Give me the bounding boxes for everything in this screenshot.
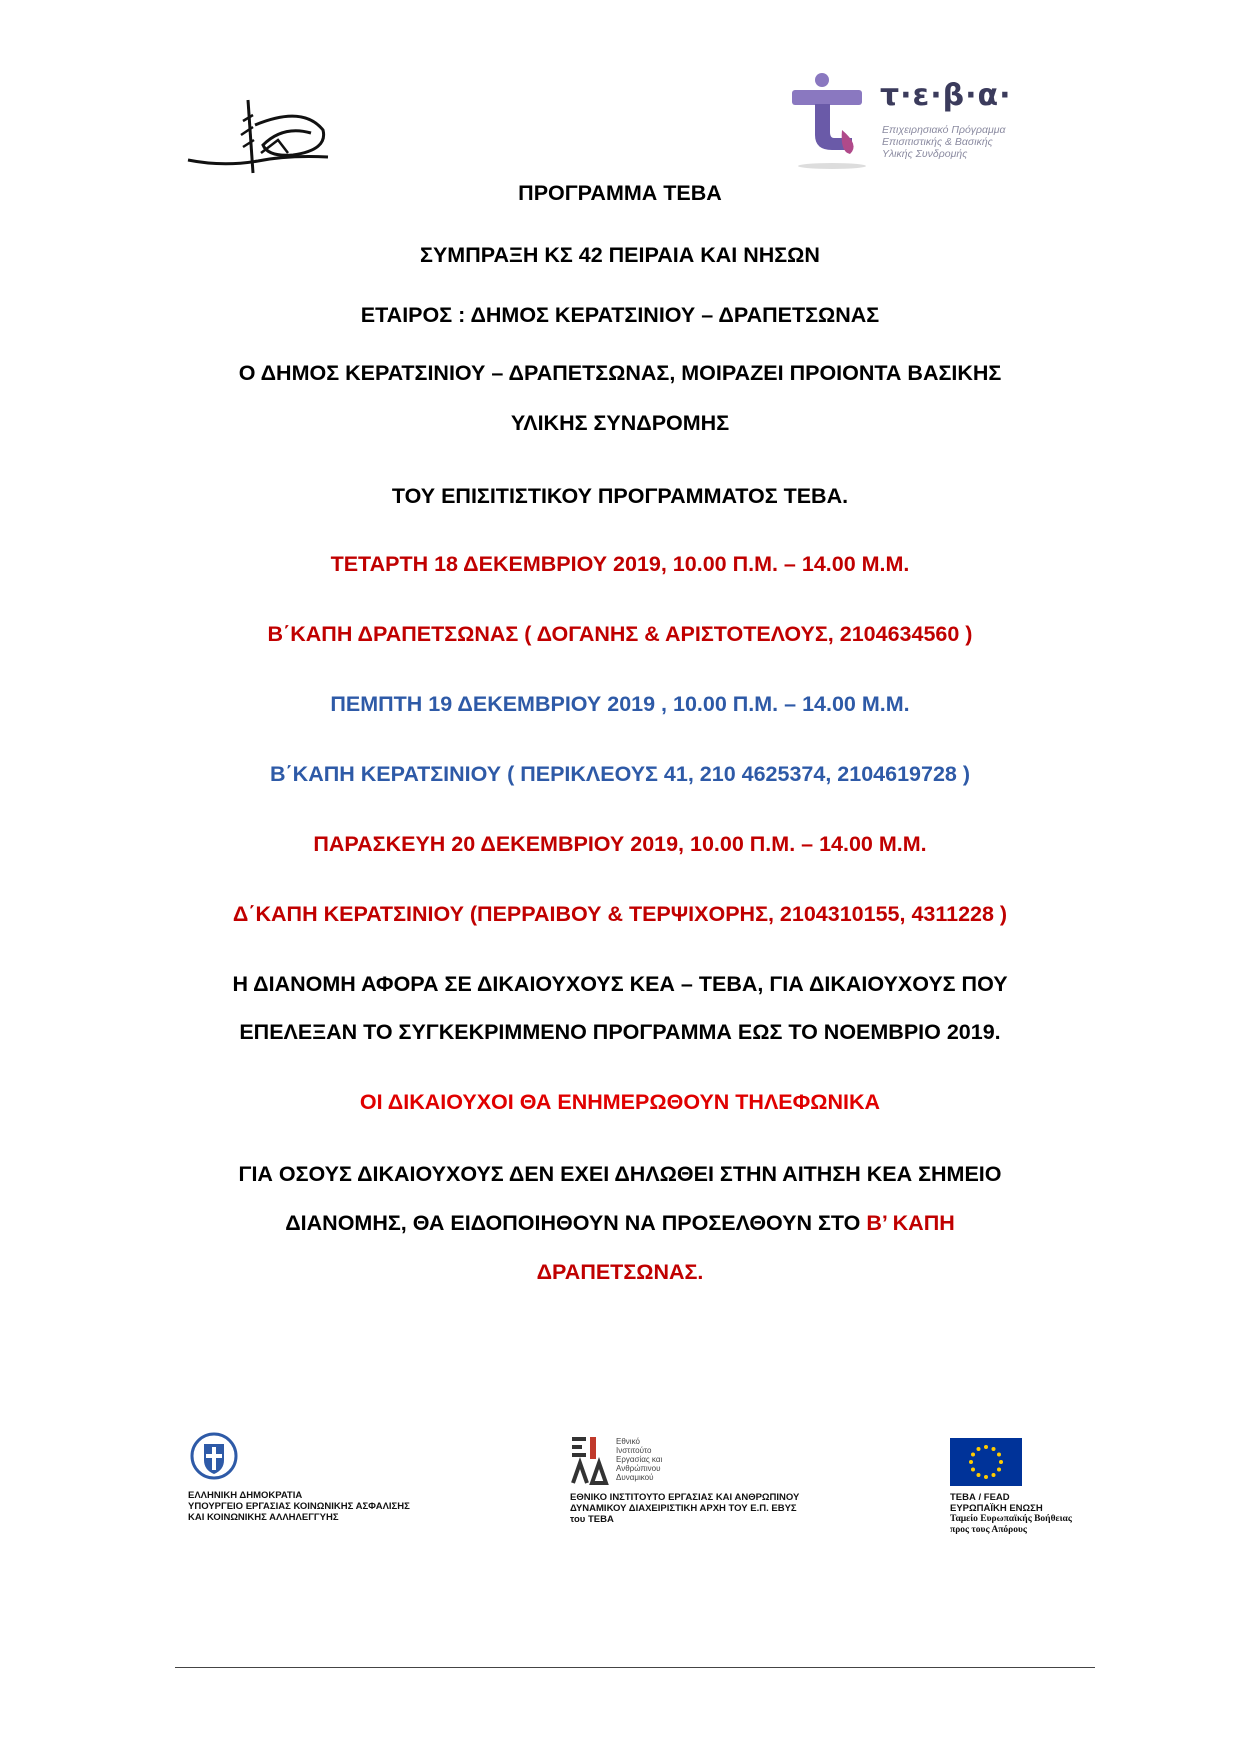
teva-subtitle: Επιχειρησιακό Πρόγραμμα Επισιτιστικής & Βασικής Υλικής Συνδρομής xyxy=(882,124,1006,160)
footer-divider xyxy=(175,1667,1095,1668)
other-line-2-prefix: ΔΙΑΝΟΜΗΣ, ΘΑ ΕΙΔΟΠΟΙΗΘΟΥΝ ΝΑ ΠΡΟΣΕΛΘΟΥΝ ΣΤΟ xyxy=(285,1211,867,1235)
eligibility-line-1: Η ΔΙΑΝΟΜΗ ΑΦΟΡΑ ΣΕ ΔΙΚΑΙΟΥΧΟΥΣ ΚΕΑ – ΤΕΒΑ, ΓΙΑ ΔΙΚΑΙΟΥΧΟΥΣ ΠΟΥ xyxy=(232,972,1008,996)
eu-flag-icon xyxy=(950,1438,1022,1486)
kapi-highlight: Β’ ΚΑΠΗ xyxy=(866,1211,955,1235)
announcement-line-1: Ο ΔΗΜΟΣ ΚΕΡΑΤΣΙΝΙΟΥ – ΔΡΑΠΕΤΣΩΝΑΣ, ΜΟΙΡΑΖΕΙ ΠΡΟΙΟΝΤΑ ΒΑΣΙΚΗΣ xyxy=(238,361,1002,385)
partner-line: ΕΤΑΙΡΟΣ : ΔΗΜΟΣ ΚΕΡΑΤΣΙΝΙΟΥ – ΔΡΑΠΕΤΣΩΝΑΣ xyxy=(360,303,880,327)
announcement-line-2: ΥΛΙΚΗΣ ΣΥΝΔΡΟΜΗΣ xyxy=(510,411,730,435)
teva-logo xyxy=(790,70,1050,175)
partnership-line: ΣΥΜΠΡΑΞΗ ΚΣ 42 ΠΕΙΡΑΙΑ ΚΑΙ ΝΗΣΩΝ xyxy=(420,243,820,267)
other-line-2 xyxy=(0,1211,1240,1236)
eiead-logo-text: Εθνικό Ινστιτούτο Εργασίας και Ανθρώπινου Δυναμικού xyxy=(616,1437,663,1482)
phone-notice: ΟΙ ΔΙΚΑΙΟΥΧΟΙ ΘΑ ΕΝΗΜΕΡΩΘΟΥΝ ΤΗΛΕΦΩΝΙΚΑ xyxy=(359,1090,881,1114)
schedule-place-1: Β΄ΚΑΠΗ ΔΡΑΠΕΤΣΩΝΑΣ ( ΔΟΓΑΝΗΣ & ΑΡΙΣΤΟΤΕΛΟΥΣ, 2104634560 ) xyxy=(267,622,973,646)
teva-brand-text: τ·ε·β·α· xyxy=(880,78,1012,113)
schedule-place-3: Δ΄ΚΑΠΗ ΚΕΡΑΤΣΙΝΙΟΥ (ΠΕΡΡΑΙΒΟΥ & ΤΕΡΨΙΧΟΡΗΣ, 2104310155, 4311228 ) xyxy=(232,902,1008,926)
announcement-line-3: ΤΟΥ ΕΠΙΣΙΤΙΣΤΙΚΟΥ ΠΡΟΓΡΑΜΜΑΤΟΣ ΤΕΒΑ. xyxy=(391,484,849,508)
signature-ship-logo-icon xyxy=(183,95,333,175)
eu-text: ΤΕΒΑ / FEAD ΕΥΡΩΠΑΪΚΗ ΕΝΩΣΗ Ταμείο Ευρωπαϊκής Βοήθειας προς τους Απόρους xyxy=(950,1492,1072,1535)
page-title: ΠΡΟΓΡΑΜΜΑ ΤΕΒΑ xyxy=(518,181,722,205)
schedule-place-2: Β΄ΚΑΠΗ ΚΕΡΑΤΣΙΝΙΟΥ ( ΠΕΡΙΚΛΕΟΥΣ 41, 210 4625374, 2104619728 ) xyxy=(270,762,970,786)
other-line-3: ΔΡΑΠΕΤΣΩΝΑΣ. xyxy=(536,1260,704,1284)
greek-coat-of-arms-icon xyxy=(190,1432,238,1480)
ministry-text: ΕΛΛΗΝΙΚΗ ΔΗΜΟΚΡΑΤΙΑ ΥΠΟΥΡΓΕΙΟ ΕΡΓΑΣΙΑΣ ΚΟΙΝΩΝΙΚΗΣ ΑΣΦΑΛΙΣΗΣ ΚΑΙ ΚΟΙΝΩΝΙΚΗΣ ΑΛΛΗΛΕΓΓΥΗΣ xyxy=(188,1490,410,1523)
teva-person-logo-icon xyxy=(790,70,870,175)
eligibility-line-2: ΕΠΕΛΕΞΑΝ ΤΟ ΣΥΓΚΕΚΡΙΜΜΕΝΟ ΠΡΟΓΡΑΜΜΑ ΕΩΣ ΤΟ ΝΟΕΜΒΡΙΟ 2019. xyxy=(239,1020,1001,1044)
eiead-logo-icon xyxy=(570,1435,610,1487)
schedule-date-1: ΤΕΤΑΡΤΗ 18 ΔΕΚΕΜΒΡΙΟΥ 2019, 10.00 Π.Μ. – 14.00 Μ.Μ. xyxy=(330,552,910,576)
schedule-date-3: ΠΑΡΑΣΚΕΥΗ 20 ΔΕΚΕΜΒΡΙΟΥ 2019, 10.00 Π.Μ. – 14.00 Μ.Μ. xyxy=(313,832,927,856)
institute-text: ΕΘΝΙΚΟ ΙΝΣΤΙΤΟΥΤΟ ΕΡΓΑΣΙΑΣ ΚΑΙ ΑΝΘΡΩΠΙΝΟΥ ΔΥΝΑΜΙΚΟΥ ΔΙΑΧΕΙΡΙΣΤΙΚΗ ΑΡΧΗ ΤΟΥ Ε.Π. ΕΒΥΣ του ΤΕΒΑ xyxy=(570,1492,800,1525)
schedule-date-2: ΠΕΜΠΤΗ 19 ΔΕΚΕΜΒΡΙΟΥ 2019 , 10.00 Π.Μ. – 14.00 Μ.Μ. xyxy=(330,692,910,716)
other-line-1: ΓΙΑ ΟΣΟΥΣ ΔΙΚΑΙΟΥΧΟΥΣ ΔΕΝ ΕΧΕΙ ΔΗΛΩΘΕΙ ΣΤΗΝ ΑΙΤΗΣΗ ΚΕΑ ΣΗΜΕΙΟ xyxy=(238,1162,1002,1186)
